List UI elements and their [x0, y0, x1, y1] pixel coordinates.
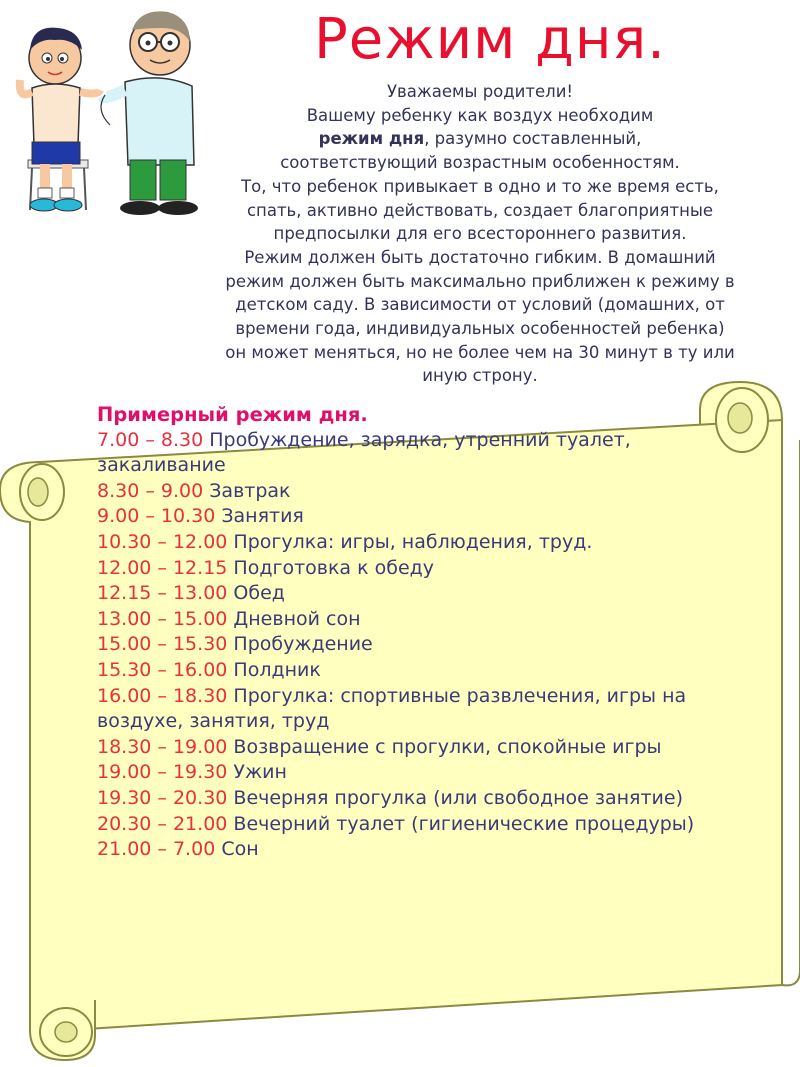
- schedule-row: [97, 786, 737, 812]
- schedule-activity: Ужин: [227, 761, 287, 784]
- schedule-activity: Сон: [215, 838, 259, 861]
- schedule-row: [97, 632, 737, 658]
- intro-line: детском саду. В зависимости от условий (домашних, от: [235, 295, 725, 315]
- intro-line: спать, активно действовать, создает благоприятные: [246, 200, 714, 220]
- schedule-activity: Занятия: [215, 505, 304, 528]
- schedule-time: 19.00 – 19.30: [97, 761, 228, 784]
- intro-line: времени года, индивидуальных особенностей ребенка): [235, 319, 725, 339]
- schedule-time: 18.30 – 19.00: [97, 735, 228, 758]
- schedule-time: 20.30 – 21.00: [97, 812, 228, 835]
- schedule-row: [97, 428, 737, 479]
- schedule-activity: Пробуждение, зарядка, утренний туалет, закаливание: [97, 428, 631, 477]
- schedule-row: [97, 530, 737, 556]
- schedule-activity: Пробуждение: [227, 633, 373, 656]
- intro-line: То, что ребенок привыкает в одно и то же время есть,: [241, 176, 719, 196]
- schedule-time: 21.00 – 7.00: [97, 838, 216, 861]
- schedule-activity: Прогулка: игры, наблюдения, труд.: [227, 530, 593, 553]
- schedule-time: 15.30 – 16.00: [97, 658, 228, 681]
- intro-line: [165, 127, 795, 151]
- intro-bold-phrase: режим дня: [318, 129, 425, 149]
- schedule-time: 12.15 – 13.00: [97, 582, 228, 605]
- schedule-time: 9.00 – 10.30: [97, 505, 216, 528]
- schedule-activity: Завтрак: [203, 479, 291, 502]
- schedule-activity: Подготовка к обеду: [227, 556, 435, 579]
- schedule-row: [97, 556, 737, 582]
- schedule-activity: Полдник: [227, 658, 321, 681]
- schedule-activity: Дневной сон: [227, 607, 361, 630]
- intro-line-rest: , разумно составленный,: [424, 129, 642, 149]
- schedule-time: 12.00 – 12.15: [97, 556, 228, 579]
- intro-line: соответствующий возрастным особенностям.: [280, 153, 680, 173]
- schedule-time: 16.00 – 18.30: [97, 684, 228, 707]
- schedule-time: 19.30 – 20.30: [97, 786, 228, 809]
- schedule: [97, 402, 737, 863]
- schedule-activity: Возвращение с прогулки, спокойные игры: [227, 735, 662, 758]
- schedule-row: [97, 504, 737, 530]
- schedule-activity: Прогулка: спортивные развлечения, игры на: [227, 684, 687, 707]
- schedule-time: 15.00 – 15.30: [97, 633, 228, 656]
- schedule-time: 8.30 – 9.00: [97, 479, 204, 502]
- schedule-activity: Вечерний туалет (гигиенические процедуры): [227, 812, 695, 835]
- schedule-activity-continued: воздухе, занятия, труд: [97, 710, 330, 733]
- schedule-row: [97, 607, 737, 633]
- schedule-row: [97, 658, 737, 684]
- intro-line: иную строну.: [422, 366, 538, 386]
- schedule-time: 10.30 – 12.00: [97, 530, 228, 553]
- page-title: Режим дня.: [314, 7, 666, 72]
- schedule-heading: Примерный режим дня.: [97, 403, 368, 426]
- schedule-row: [97, 760, 737, 786]
- intro-line: он может меняться, но не более чем на 30 минут в ту или: [225, 342, 735, 362]
- schedule-row: [97, 479, 737, 505]
- schedule-row: [97, 812, 737, 838]
- schedule-time: 7.00 – 8.30: [97, 428, 204, 451]
- schedule-row: [97, 735, 737, 761]
- schedule-activity: Обед: [227, 582, 285, 605]
- intro-line: Режим должен быть достаточно гибким. В домашний: [244, 247, 716, 267]
- schedule-activity: Вечерняя прогулка (или свободное занятие): [227, 786, 684, 809]
- intro-line: Вашему ребенку как воздух необходим: [306, 105, 654, 125]
- schedule-row: [97, 581, 737, 607]
- schedule-row: [97, 684, 737, 735]
- intro-line: Уважаемы родители!: [386, 82, 574, 101]
- schedule-time: 13.00 – 15.00: [97, 607, 228, 630]
- intro-line: режим должен быть максимально приближен к режиму в: [225, 271, 735, 291]
- schedule-row: [97, 837, 737, 863]
- intro-line: предпосылки для его всестороннего развития.: [273, 224, 687, 244]
- intro-text: [165, 80, 795, 388]
